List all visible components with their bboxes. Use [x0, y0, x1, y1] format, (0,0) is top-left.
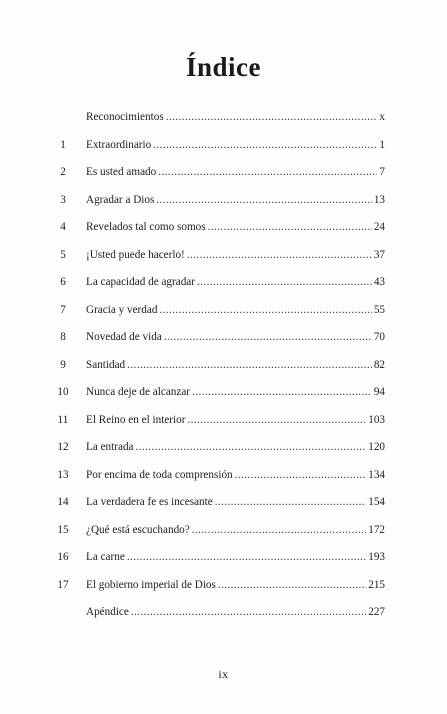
chapter-number: 2: [60, 166, 66, 178]
toc-row: [0, 191, 447, 209]
dot-leader: [127, 356, 372, 374]
chapter-number: 11: [57, 413, 69, 426]
toc-entry: [86, 163, 385, 181]
chapter-number: 9: [60, 358, 66, 371]
dot-leader: [131, 603, 366, 621]
toc-row: [0, 493, 447, 511]
page-reference: 43: [373, 276, 385, 288]
toc-entry: [86, 603, 385, 621]
page-reference: 227: [368, 606, 385, 618]
chapter-title: Nunca deje de alcanzar: [86, 386, 191, 398]
chapter-number: 13: [57, 468, 69, 481]
dot-leader: [187, 411, 366, 429]
chapter-number: 1: [60, 138, 66, 151]
dot-leader: [218, 576, 366, 594]
page-reference: 82: [373, 358, 385, 371]
toc-entry: [86, 273, 385, 291]
toc-entry: [86, 438, 385, 456]
page-reference: 103: [368, 413, 385, 426]
chapter-title: Gracia y verdad: [86, 303, 158, 316]
chapter-number: 5: [60, 248, 66, 261]
chapter-title: ¿Qué está escuchando?: [86, 523, 190, 536]
page-reference: 172: [368, 523, 385, 536]
chapter-title: La entrada: [86, 441, 134, 453]
dot-leader: [136, 438, 367, 456]
chapter-title: Es usted amado: [86, 166, 157, 178]
toc-entry: [86, 108, 385, 126]
page-reference: 1: [379, 138, 385, 151]
toc-entry: [86, 493, 385, 511]
toc-entry: [86, 191, 385, 209]
chapter-title: El gobierno imperial de Dios: [86, 578, 216, 591]
toc-row: [0, 603, 447, 621]
toc-row: [0, 438, 447, 456]
page-reference: 7: [379, 166, 385, 178]
dot-leader: [153, 136, 377, 154]
chapter-title: Novedad de vida: [86, 331, 162, 343]
toc-row: [0, 163, 447, 181]
toc-entry: [86, 548, 385, 566]
chapter-title: Agradar a Dios: [86, 193, 155, 206]
toc-row: [0, 383, 447, 401]
dot-leader: [208, 218, 372, 236]
chapter-title: Por encima de toda comprensión: [86, 468, 233, 481]
dot-leader: [166, 108, 378, 126]
page-title: Índice: [185, 52, 261, 82]
dot-leader: [235, 466, 367, 484]
toc-entry: [86, 356, 385, 374]
chapter-title: La carne: [86, 551, 125, 563]
chapter-number: 3: [60, 193, 66, 206]
page-reference: 94: [373, 386, 385, 398]
toc-row: [0, 218, 447, 236]
chapter-number: 4: [60, 221, 66, 233]
chapter-number: 14: [57, 496, 69, 508]
toc-entry: [86, 328, 385, 346]
page-reference: 193: [368, 551, 385, 563]
dot-leader: [197, 273, 372, 291]
dot-leader: [215, 493, 367, 511]
toc-row: [0, 108, 447, 126]
toc-row: [0, 356, 447, 374]
page-reference: 70: [373, 331, 385, 343]
dot-leader: [192, 521, 366, 539]
page-reference: 154: [368, 496, 385, 508]
page-reference: x: [379, 111, 385, 123]
chapter-number: 8: [60, 331, 66, 343]
chapter-number: 16: [57, 551, 69, 563]
toc-entry: [86, 411, 385, 429]
chapter-number: 12: [57, 441, 69, 453]
dot-leader: [158, 163, 377, 181]
dot-leader: [164, 328, 372, 346]
chapter-title: La capacidad de agradar: [86, 276, 196, 288]
chapter-title: Revelados tal como somos: [86, 221, 206, 233]
chapter-title: Apéndice: [86, 606, 129, 618]
toc-row: [0, 466, 447, 484]
toc-row: [0, 246, 447, 264]
toc-row: [0, 328, 447, 346]
dot-leader: [156, 191, 371, 209]
dot-leader: [159, 301, 371, 319]
chapter-number: 7: [60, 303, 66, 316]
chapter-title: Extraordinario: [86, 138, 152, 151]
toc-entry: [86, 301, 385, 319]
toc-row: [0, 273, 447, 291]
toc-row: [0, 136, 447, 154]
toc-entry: [86, 383, 385, 401]
page-reference: 215: [368, 578, 385, 591]
chapter-number: 6: [60, 276, 66, 288]
page-reference: 120: [368, 441, 385, 453]
chapter-title: Santidad: [86, 358, 126, 371]
page-reference: 13: [373, 193, 385, 206]
chapter-number: 17: [57, 578, 69, 591]
toc-entry: [86, 576, 385, 594]
toc-row: [0, 521, 447, 539]
chapter-title: El Reino en el interior: [86, 413, 186, 426]
page-number: ix: [218, 667, 229, 681]
toc-entry: [86, 136, 385, 154]
page-reference: 55: [373, 303, 385, 316]
toc-entry: [86, 521, 385, 539]
chapter-title: ¡Usted puede hacerlo!: [86, 248, 185, 261]
dot-leader: [192, 383, 372, 401]
page-reference: 134: [368, 468, 385, 481]
chapter-title: Reconocimientos: [86, 111, 164, 123]
chapter-number: 10: [57, 386, 69, 398]
toc-row: [0, 411, 447, 429]
toc-entry: [86, 466, 385, 484]
dot-leader: [187, 246, 372, 264]
page-reference: 24: [373, 221, 385, 233]
dot-leader: [127, 548, 366, 566]
toc-entry: [86, 246, 385, 264]
toc-row: [0, 301, 447, 319]
page-reference: 37: [373, 248, 385, 261]
toc-row: [0, 576, 447, 594]
toc-row: [0, 548, 447, 566]
chapter-title: La verdadera fe es incesante: [86, 496, 213, 508]
chapter-number: 15: [57, 523, 69, 536]
toc-entry: [86, 218, 385, 236]
